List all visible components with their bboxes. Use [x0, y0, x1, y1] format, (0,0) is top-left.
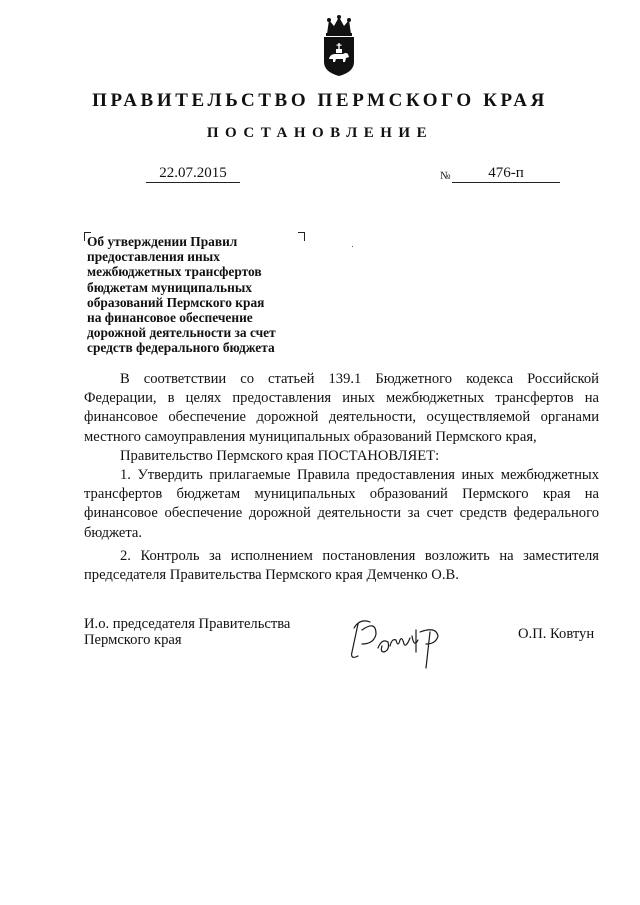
subject-line: Об утверждении Правил [87, 234, 238, 249]
government-name: ПРАВИТЕЛЬСТВО ПЕРМСКОГО КРАЯ [92, 90, 548, 111]
subject-line: предоставления иных [87, 249, 220, 265]
subject-line: образований Пермского края [87, 294, 265, 310]
signer-title-line-1: И.о. председателя Правительства [84, 616, 291, 632]
item-2-paragraph: 2. Контроль за исполнением постановления возложить на заместителя председателя Правительства Пермского края Демченко О.В. [84, 547, 599, 584]
number-sign: № [440, 170, 451, 182]
signer-title [84, 616, 290, 648]
subject-line: межбюджетных трансфертов [87, 264, 262, 280]
signer-title-line-2: Пермского края [84, 632, 182, 648]
signer-name: О.П. Ковтун [518, 626, 595, 642]
document-number: 476-п [452, 165, 560, 183]
perm-krai-coat-of-arms-icon [318, 14, 360, 78]
document-type: ПОСТАНОВЛЕНИЕ [206, 125, 434, 141]
scan-speck [352, 246, 353, 247]
subject-line: на финансовое обеспечение [87, 310, 253, 326]
subject-line: средств федерального бюджета [87, 340, 275, 356]
preamble-paragraph: В соответствии со статьей 139.1 Бюджетного кодекса Российской Федерации, в целях предоставления иных межбюджетных трансфертов на финансовое обеспечение дорожной деятельности, осуществляемой органами местного самоуправления муниципальных образований Пермского края, [84, 371, 599, 445]
subject-line: дорожной деятельности за счет [87, 325, 276, 341]
subject-line: бюджетам муниципальных [87, 279, 252, 295]
handwritten-signature-icon [340, 610, 460, 670]
document-date: 22.07.2015 [146, 165, 240, 183]
item-1-paragraph: 1. Утвердить прилагаемые Правила предоставления иных межбюджетных трансфертов бюджетам муниципальных образований Пермского края на финансовое обеспечение дорожной деятельности за счет средств федерального бюджета. [84, 467, 599, 541]
document-subject [87, 234, 317, 356]
resolves-paragraph: Правительство Пермского края ПОСТАНОВЛЯЕТ: [120, 447, 440, 464]
document-body [84, 370, 599, 585]
